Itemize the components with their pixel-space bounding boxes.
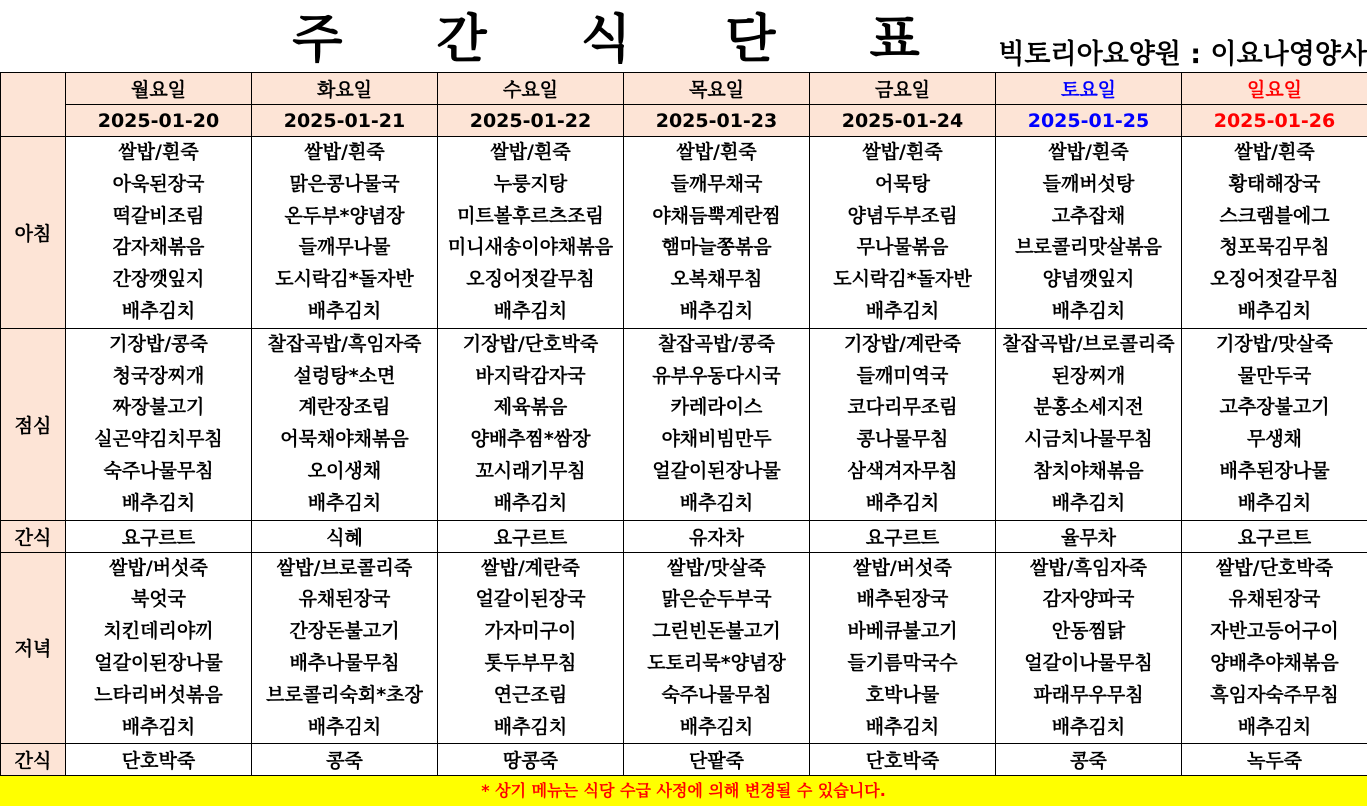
menu-item: 양배추야채볶음 [1210,651,1339,674]
menu-item: 배추김치 [1051,491,1126,514]
menu-item: 쌀밥/버섯죽 [109,556,208,579]
menu-item: 콩나물무침 [856,428,949,451]
menu-item: 얼갈이된장나물 [94,651,223,674]
breakfast-cell-0 [66,137,252,329]
menu-item: 계란장조림 [298,396,391,419]
dinner-cell-5 [996,552,1182,744]
menu-item: 호박나물 [865,683,940,706]
day-name-0: 월요일 [66,73,252,105]
lunch-row [1,328,1367,520]
menu-item: 온두부*양념장 [284,204,405,227]
menu-item: 유채된장국 [298,588,391,611]
menu-item: 자반고등어구이 [1210,620,1339,643]
breakfast-cell-5 [996,137,1182,329]
snack2-row [1,744,1367,776]
menu-item: 쌀밥/흰죽 [676,141,757,163]
menu-item: 파래무우무침 [1033,683,1144,706]
menu-item: 유부우동다시국 [652,364,781,387]
menu-item: 쌀밥/흰죽 [1048,141,1129,163]
menu-item: 야채듬뿍계란찜 [652,204,781,227]
snack1-cell-3: 유자차 [624,520,810,552]
menu-item: 배추김치 [121,491,196,514]
day-date-4: 2025-01-24 [810,105,996,137]
menu-item: 오징어젓갈무침 [1210,268,1339,291]
snack2-cell-4: 단호박죽 [810,744,996,776]
menu-item: 어묵탕 [874,172,931,195]
menu-item: 배추김치 [1237,299,1312,322]
menu-item: 배추김치 [679,715,754,738]
breakfast-label: 아침 [1,137,66,329]
menu-item: 양념깻잎지 [1042,268,1135,291]
menu-item: 배추나물무침 [289,651,400,674]
menu-item: 떡갈비조림 [112,204,205,227]
menu-item: 코다리무조림 [847,396,958,419]
lunch-cell-2 [438,328,624,520]
snack1-cell-0: 요구르트 [66,520,252,552]
dinner-cell-3 [624,552,810,744]
menu-item: 쌀밥/단호박죽 [1215,556,1334,579]
menu-item: 쌀밥/계란죽 [481,556,580,579]
breakfast-cell-2 [438,137,624,329]
menu-item: 감자채볶음 [112,236,205,259]
menu-item: 안동찜닭 [1051,620,1126,643]
menu-item: 무생채 [1246,428,1303,451]
snack2-cell-0: 단호박죽 [66,744,252,776]
menu-item: 기장밥/맛살죽 [1215,332,1334,355]
menu-item: 간장돈불고기 [289,620,400,643]
lunch-cell-3 [624,328,810,520]
menu-item: 찰잡곡밥/흑임자죽 [267,332,422,355]
menu-item: 쌀밥/흰죽 [862,141,943,163]
dinner-cell-6 [1182,552,1367,744]
menu-item: 들깨미역국 [856,364,949,387]
menu-item: 쌀밥/흰죽 [304,141,385,163]
breakfast-row [1,137,1367,329]
menu-item: 배추김치 [493,715,568,738]
menu-item: 배추김치 [307,491,382,514]
menu-item: 배추김치 [493,491,568,514]
menu-item: 쌀밥/흑임자죽 [1029,556,1148,579]
menu-item: 배추김치 [493,299,568,322]
snack1-row [1,520,1367,552]
menu-item: 브로콜리맛살볶음 [1015,236,1162,259]
snack2-cell-3: 단팥죽 [624,744,810,776]
menu-item: 찰잡곡밥/브로콜리죽 [1002,332,1175,355]
menu-item: 간장깻잎지 [112,268,205,291]
footer-notice: * 상기 메뉴는 식당 수급 사정에 의해 변경될 수 있습니다. [0,775,1367,806]
menu-item: 바지락감자국 [475,364,586,387]
menu-item: 고추장불고기 [1219,396,1330,419]
menu-item: 청포묵김무침 [1219,236,1330,259]
page-title: 주 간 식 단 표 [292,10,958,70]
menu-item: 양념두부조림 [847,204,958,227]
corner-cell [1,73,66,137]
menu-item: 숙주나물무침 [661,683,772,706]
day-date-2: 2025-01-22 [438,105,624,137]
menu-item: 배추김치 [121,715,196,738]
menu-item: 가자미구이 [484,620,577,643]
lunch-cell-5 [996,328,1182,520]
snack1-cell-6: 요구르트 [1182,520,1367,552]
menu-item: 카레라이스 [670,396,763,419]
day-date-3: 2025-01-23 [624,105,810,137]
menu-item: 배추김치 [865,491,940,514]
menu-item: 배추김치 [865,299,940,322]
weekly-menu-table [0,72,1367,776]
breakfast-cell-6 [1182,137,1367,329]
dinner-cell-1 [252,552,438,744]
menu-item: 배추김치 [679,299,754,322]
menu-item: 연근조림 [493,683,568,706]
menu-item: 배추김치 [121,299,196,322]
lunch-cell-1 [252,328,438,520]
dinner-cell-2 [438,552,624,744]
snack2-cell-2: 땅콩죽 [438,744,624,776]
snack1-cell-1: 식혜 [252,520,438,552]
snack1-cell-2: 요구르트 [438,520,624,552]
day-date-0: 2025-01-20 [66,105,252,137]
menu-item: 배추김치 [1051,715,1126,738]
menu-item: 스크램블에그 [1219,204,1330,227]
menu-item: 숙주나물무침 [103,459,214,482]
menu-item: 쌀밥/버섯죽 [853,556,952,579]
breakfast-cell-4 [810,137,996,329]
menu-item: 햄마늘쫑볶음 [661,236,772,259]
menu-item: 맑은순두부국 [661,588,772,611]
menu-item: 그린빈돈불고기 [652,620,781,643]
menu-item: 흑임자숙주무침 [1210,683,1339,706]
dinner-cell-4 [810,552,996,744]
dinner-cell-0 [66,552,252,744]
snack2-cell-1: 콩죽 [252,744,438,776]
day-name-6: 일요일 [1182,73,1367,105]
lunch-cell-0 [66,328,252,520]
menu-item: 찰잡곡밥/콩죽 [657,332,776,355]
menu-item: 시금치나물무침 [1024,428,1153,451]
snack2-cell-5: 콩죽 [996,744,1182,776]
menu-item: 누룽지탕 [493,172,568,195]
dinner-row [1,552,1367,744]
snack1-cell-4: 요구르트 [810,520,996,552]
menu-item: 들깨무나물 [298,236,391,259]
menu-item: 느타리버섯볶음 [94,683,223,706]
menu-item: 도토리묵*양념장 [647,651,786,674]
snack2-cell-6: 녹두죽 [1182,744,1367,776]
day-name-3: 목요일 [624,73,810,105]
snack2-label: 간식 [1,744,66,776]
menu-item: 배추김치 [865,715,940,738]
day-date-1: 2025-01-21 [252,105,438,137]
menu-item: 쌀밥/흰죽 [490,141,571,163]
menu-item: 톳두부무침 [484,651,577,674]
menu-item: 얼갈이된장나물 [652,459,781,482]
menu-item: 제육볶음 [493,396,568,419]
menu-item: 기장밥/단호박죽 [462,332,599,355]
facility-dietitian-label: 빅토리아요양원 : 이요나영양사 [998,39,1367,70]
menu-item: 얼갈이된장국 [475,588,586,611]
menu-item: 배추된장나물 [1219,459,1330,482]
lunch-cell-4 [810,328,996,520]
menu-item: 유채된장국 [1228,588,1321,611]
menu-item: 쌀밥/흰죽 [118,141,199,163]
menu-item: 쌀밥/흰죽 [1234,141,1315,163]
menu-item: 고추잡채 [1051,204,1126,227]
menu-item: 배추김치 [1237,491,1312,514]
breakfast-cell-3 [624,137,810,329]
menu-item: 실곤약김치무침 [94,428,223,451]
menu-item: 오복채무침 [670,268,763,291]
day-name-1: 화요일 [252,73,438,105]
menu-item: 치킨데리야끼 [103,620,214,643]
menu-item: 들깨버섯탕 [1042,172,1135,195]
menu-item: 무나물볶음 [856,236,949,259]
menu-item: 설렁탕*소면 [293,364,396,387]
menu-item: 바베큐불고기 [847,620,958,643]
lunch-label: 점심 [1,328,66,520]
menu-item: 꼬시래기무침 [475,459,586,482]
menu-item: 오이생채 [307,459,382,482]
menu-item: 쌀밥/맛살죽 [667,556,766,579]
menu-item: 어묵채야채볶음 [280,428,409,451]
menu-item: 미트볼후르츠조림 [457,204,604,227]
menu-item: 양배추찜*쌈장 [470,428,591,451]
menu-item: 배추김치 [307,299,382,322]
menu-item: 배추된장국 [856,588,949,611]
snack1-label: 간식 [1,520,66,552]
menu-item: 된장찌개 [1051,364,1126,387]
menu-item: 맑은콩나물국 [289,172,400,195]
day-name-row [1,73,1367,105]
menu-item: 도시락김*돌자반 [833,268,972,291]
day-name-4: 금요일 [810,73,996,105]
menu-item: 배추김치 [679,491,754,514]
day-name-5: 토요일 [996,73,1182,105]
menu-item: 참치야채볶음 [1033,459,1144,482]
lunch-cell-6 [1182,328,1367,520]
menu-item: 오징어젓갈무침 [466,268,595,291]
menu-item: 분홍소세지전 [1033,396,1144,419]
day-name-2: 수요일 [438,73,624,105]
menu-item: 배추김치 [307,715,382,738]
menu-item: 들기름막국수 [847,651,958,674]
menu-item: 감자양파국 [1042,588,1135,611]
menu-item: 북엇국 [130,588,187,611]
menu-item: 기장밥/계란죽 [843,332,962,355]
menu-item: 청국장찌개 [112,364,205,387]
menu-item: 얼갈이나물무침 [1024,651,1153,674]
menu-item: 야채비빔만두 [661,428,772,451]
menu-item: 미니새송이야채볶음 [447,236,614,259]
breakfast-cell-1 [252,137,438,329]
date-row [1,105,1367,137]
menu-item: 짜장불고기 [112,396,205,419]
day-date-5: 2025-01-25 [996,105,1182,137]
menu-item: 삼색겨자무침 [847,459,958,482]
menu-item: 아욱된장국 [112,172,205,195]
dinner-label: 저녁 [1,552,66,744]
snack1-cell-5: 율무차 [996,520,1182,552]
menu-item: 황태해장국 [1228,172,1321,195]
menu-item: 기장밥/콩죽 [109,332,208,355]
menu-item: 도시락김*돌자반 [275,268,414,291]
day-date-6: 2025-01-26 [1182,105,1367,137]
menu-item: 들깨무채국 [670,172,763,195]
menu-item: 브로콜리숙회*초장 [266,683,423,706]
menu-item: 쌀밥/브로콜리죽 [276,556,413,579]
menu-item: 물만두국 [1237,364,1312,387]
menu-item: 배추김치 [1237,715,1312,738]
menu-item: 배추김치 [1051,299,1126,322]
